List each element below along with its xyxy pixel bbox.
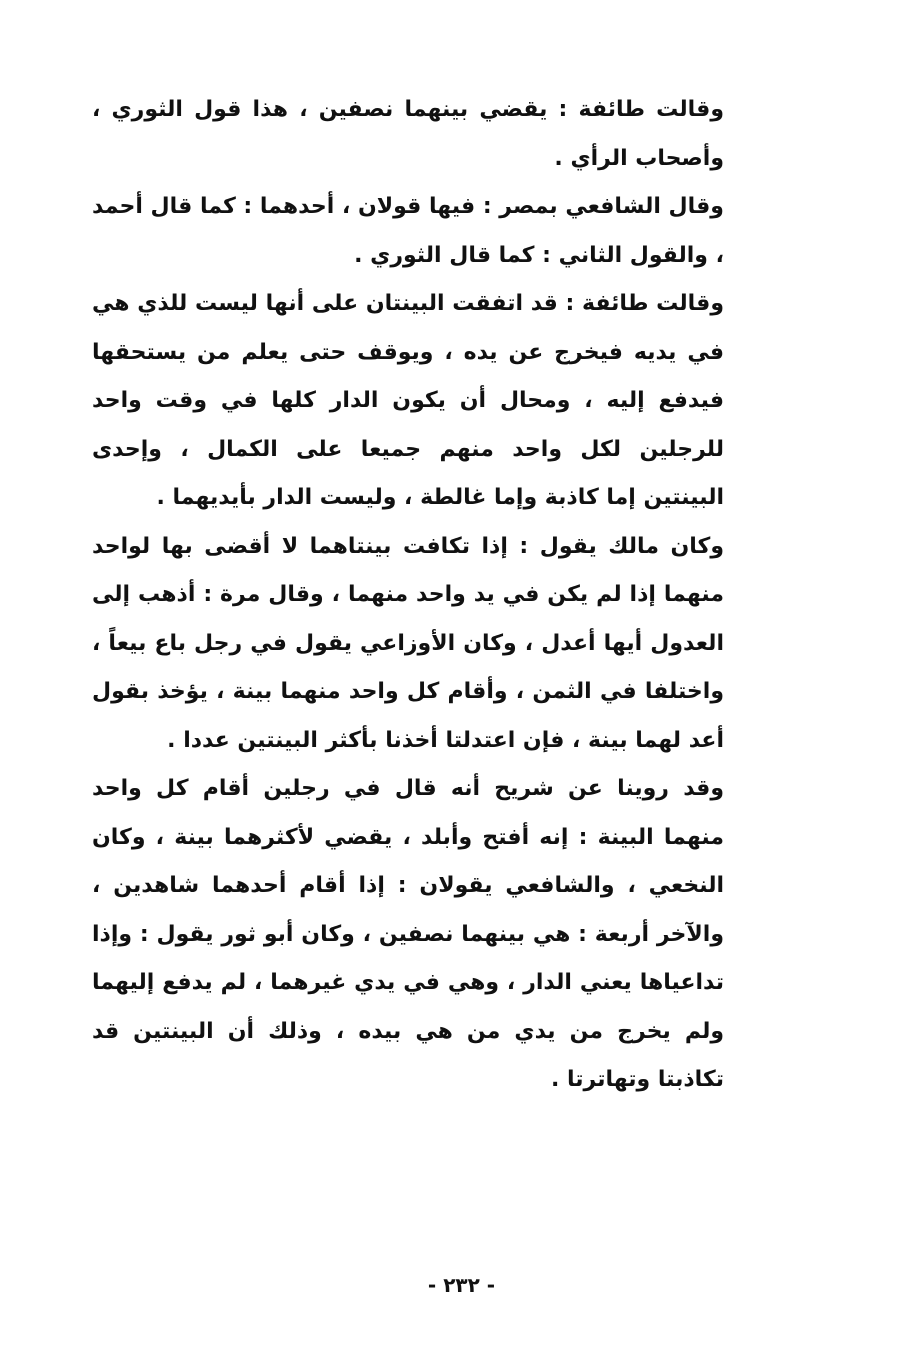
paragraph-5: وقد روينا عن شريح أنه قال في رجلين أقام كل واحد منهما البينة : إنه أفتح وأبلد ، يقضي لأكثرهما بينة ، وكان النخعي ، والشافعي يقولان : إذا أقام أحدهما شاهدين ، والآخر أربعة : هي بينهما نصفين ، وكان أبو ثور يقول : وإذا تداعياها يعني الدار ، وهي في يدي غيرهما ، لم يدفع إليهما ولم يخرج من يدي من هي بيده ، وذلك أن البينتين قد تكاذبتا وتهاترتا . [92, 776, 724, 1092]
paragraph-3: وقالت طائفة : قد اتفقت البينتان على أنها ليست للذي هي في يديه فيخرج عن يده ، ويوقف حتى يعلم من يستحقها فيدفع إليه ، ومحال أن يكون الدار كلها في وقت واحد للرجلين لكل واحد منهم جميعا على الكمال ، وإحدى البينتين إما كاذبة وإما غالطة ، وليست الدار بأيديهما . [92, 291, 724, 510]
page-number: - ٢٣٢ - [427, 1273, 496, 1297]
body-text [92, 86, 724, 1105]
paragraph-1: وقالت طائفة : يقضي بينهما نصفين ، هذا قول الثوري ، وأصحاب الرأي . [92, 97, 724, 171]
paragraph-4: وكان مالك يقول : إذا تكافت بينتاهما لا أقضى بها لواحد منهما إذا لم يكن في يد واحد منهما ، وقال مرة : أذهب إلى العدول أيها أعدل ، وكان الأوزاعي يقول في رجل باع بيعاً ، واختلفا في الثمن ، وأقام كل واحد منهما بينة ، يؤخذ بقول أعد لهما بينة ، فإن اعتدلتا أخذنا بأكثر البينتين عددا . [92, 533, 724, 753]
paragraph-2: وقال الشافعي بمصر : فيها قولان ، أحدهما : كما قال أحمد ، والقول الثاني : كما قال الثوري . [92, 194, 724, 268]
